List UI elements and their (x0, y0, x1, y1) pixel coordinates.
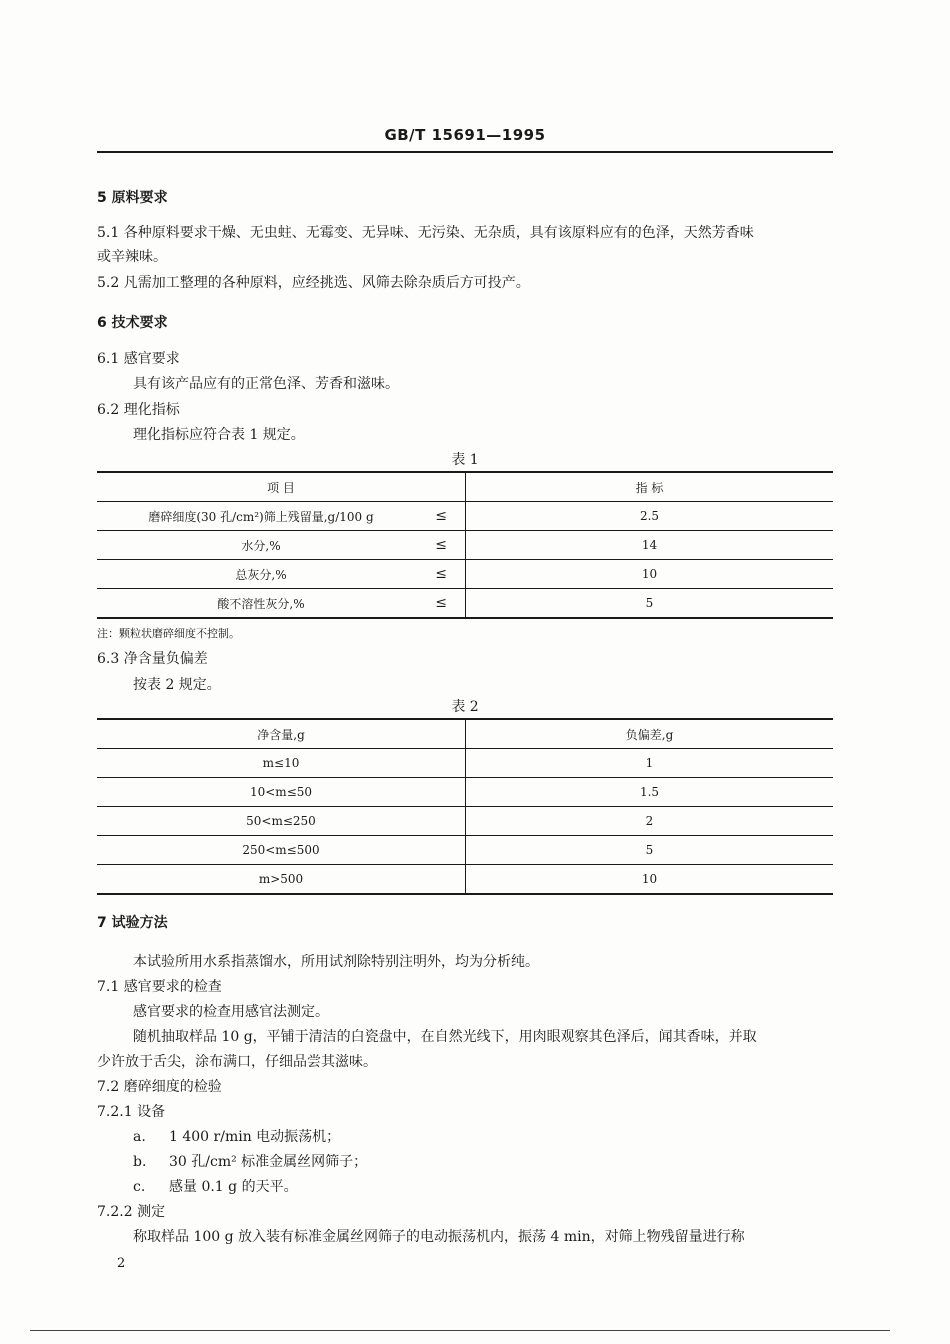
list-item-mark: c. (133, 1179, 146, 1195)
table-2-dev: 2 (466, 807, 834, 836)
table-row (97, 531, 833, 560)
section-7-heading: 7 试验方法 (97, 915, 168, 931)
clause-5-1-line1: 5.1 各种原料要求干燥、无虫蛀、无霉变、无异味、无污染、无杂质，具有该原料应有的色泽，天然芳香味 (97, 225, 754, 241)
table-1-value: 10 (466, 560, 834, 589)
list-item-mark: a. (133, 1129, 146, 1145)
header-rule (97, 151, 833, 153)
table-2-dev: 1.5 (466, 778, 834, 807)
clause-7-2-1-title: 7.2.1 设备 (97, 1104, 166, 1120)
page-number: 2 (117, 1256, 126, 1271)
clause-7-2-2-title: 7.2.2 测定 (97, 1204, 166, 1220)
clause-6-2-text: 理化指标应符合表 1 规定。 (133, 427, 305, 443)
table-1-value: 14 (466, 531, 834, 560)
table-row (97, 836, 833, 865)
clause-7-2-title: 7.2 磨碎细度的检验 (97, 1079, 222, 1095)
table-2-col-dev: 负偏差,g (466, 719, 834, 749)
table-1-col-value: 指 标 (466, 472, 834, 502)
clause-7-1-text: 感官要求的检查用感官法测定。 (133, 1004, 329, 1020)
table-2 (97, 718, 833, 895)
table-2-dev: 5 (466, 836, 834, 865)
section-7-intro: 本试验所用水系指蒸馏水，所用试剂除特别注明外，均为分析纯。 (133, 954, 539, 970)
table-1-op: ≤ (435, 595, 447, 611)
list-item-text: 1 400 r/min 电动振荡机； (169, 1129, 341, 1145)
scan-edge-line (30, 1330, 890, 1331)
clause-7-1-p2-line2: 少许放于舌尖，涂布满口，仔细品尝其滋味。 (97, 1054, 377, 1070)
table-1-col-item: 项 目 (97, 472, 466, 502)
table-row (97, 502, 833, 531)
table-row (97, 807, 833, 836)
clause-7-2-2-text: 称取样品 100 g 放入装有标准金属丝网筛子的电动振荡机内，振荡 4 min，对筛上物残留量进行称 (133, 1229, 745, 1245)
clause-7-1-p2-line1: 随机抽取样品 10 g，平铺于清洁的白瓷盘中，在自然光线下，用肉眼观察其色泽后，闻其香味，并取 (133, 1029, 757, 1045)
table-1-op: ≤ (435, 566, 447, 582)
clause-6-1-title: 6.1 感官要求 (97, 351, 180, 367)
section-5-heading: 5 原料要求 (97, 190, 168, 206)
table-1-note: 注：颗粒状磨碎细度不控制。 (97, 627, 240, 640)
clause-6-3-title: 6.3 净含量负偏差 (97, 651, 208, 667)
list-item-text: 感量 0.1 g 的天平。 (169, 1179, 298, 1195)
table-2-net: 50<m≤250 (97, 807, 466, 836)
table-2-header-row (97, 719, 833, 749)
table-2-net: m>500 (97, 865, 466, 895)
table-row (97, 865, 833, 895)
table-2-dev: 1 (466, 749, 834, 778)
table-row (97, 560, 833, 589)
table-2-caption: 表 2 (451, 699, 479, 715)
table-2-col-net: 净含量,g (97, 719, 466, 749)
table-1-header-row (97, 472, 833, 502)
table-1-item: 总灰分,% (235, 567, 287, 582)
list-item (133, 1176, 298, 1196)
section-6-heading: 6 技术要求 (97, 315, 168, 331)
table-2-net: m≤10 (97, 749, 466, 778)
list-item (133, 1126, 340, 1146)
clause-5-1-line2: 或辛辣味。 (97, 249, 167, 265)
standard-number-header: GB/T 15691—1995 (384, 126, 546, 144)
list-item-mark: b. (133, 1154, 147, 1170)
clause-7-1-title: 7.1 感官要求的检查 (97, 979, 222, 995)
table-1-caption: 表 1 (451, 452, 479, 468)
list-item-text: 30 孔/cm² 标准金属丝网筛子； (169, 1154, 368, 1170)
table-2-net: 250<m≤500 (97, 836, 466, 865)
table-2-dev: 10 (641, 872, 658, 886)
list-item (133, 1151, 367, 1171)
clause-5-2: 5.2 凡需加工整理的各种原料，应经挑选、风筛去除杂质后方可投产。 (97, 275, 530, 291)
table-1-item: 磨碎细度(30 孔/cm²)筛上残留量,g/100 g (148, 509, 374, 524)
table-1-item: 酸不溶性灰分,% (217, 596, 305, 611)
clause-6-1-text: 具有该产品应有的正常色泽、芳香和滋味。 (133, 376, 399, 392)
table-1-op: ≤ (435, 537, 447, 553)
table-1-op: ≤ (435, 508, 447, 524)
table-row (97, 749, 833, 778)
clause-6-2-title: 6.2 理化指标 (97, 402, 180, 418)
clause-6-3-text: 按表 2 规定。 (133, 677, 221, 693)
table-1 (97, 471, 833, 619)
table-row (97, 778, 833, 807)
table-row (97, 589, 833, 619)
table-1-value: 2.5 (466, 502, 834, 531)
table-2-net: 10<m≤50 (97, 778, 466, 807)
table-1-item: 水分,% (241, 538, 281, 553)
table-1-value: 5 (645, 596, 654, 610)
